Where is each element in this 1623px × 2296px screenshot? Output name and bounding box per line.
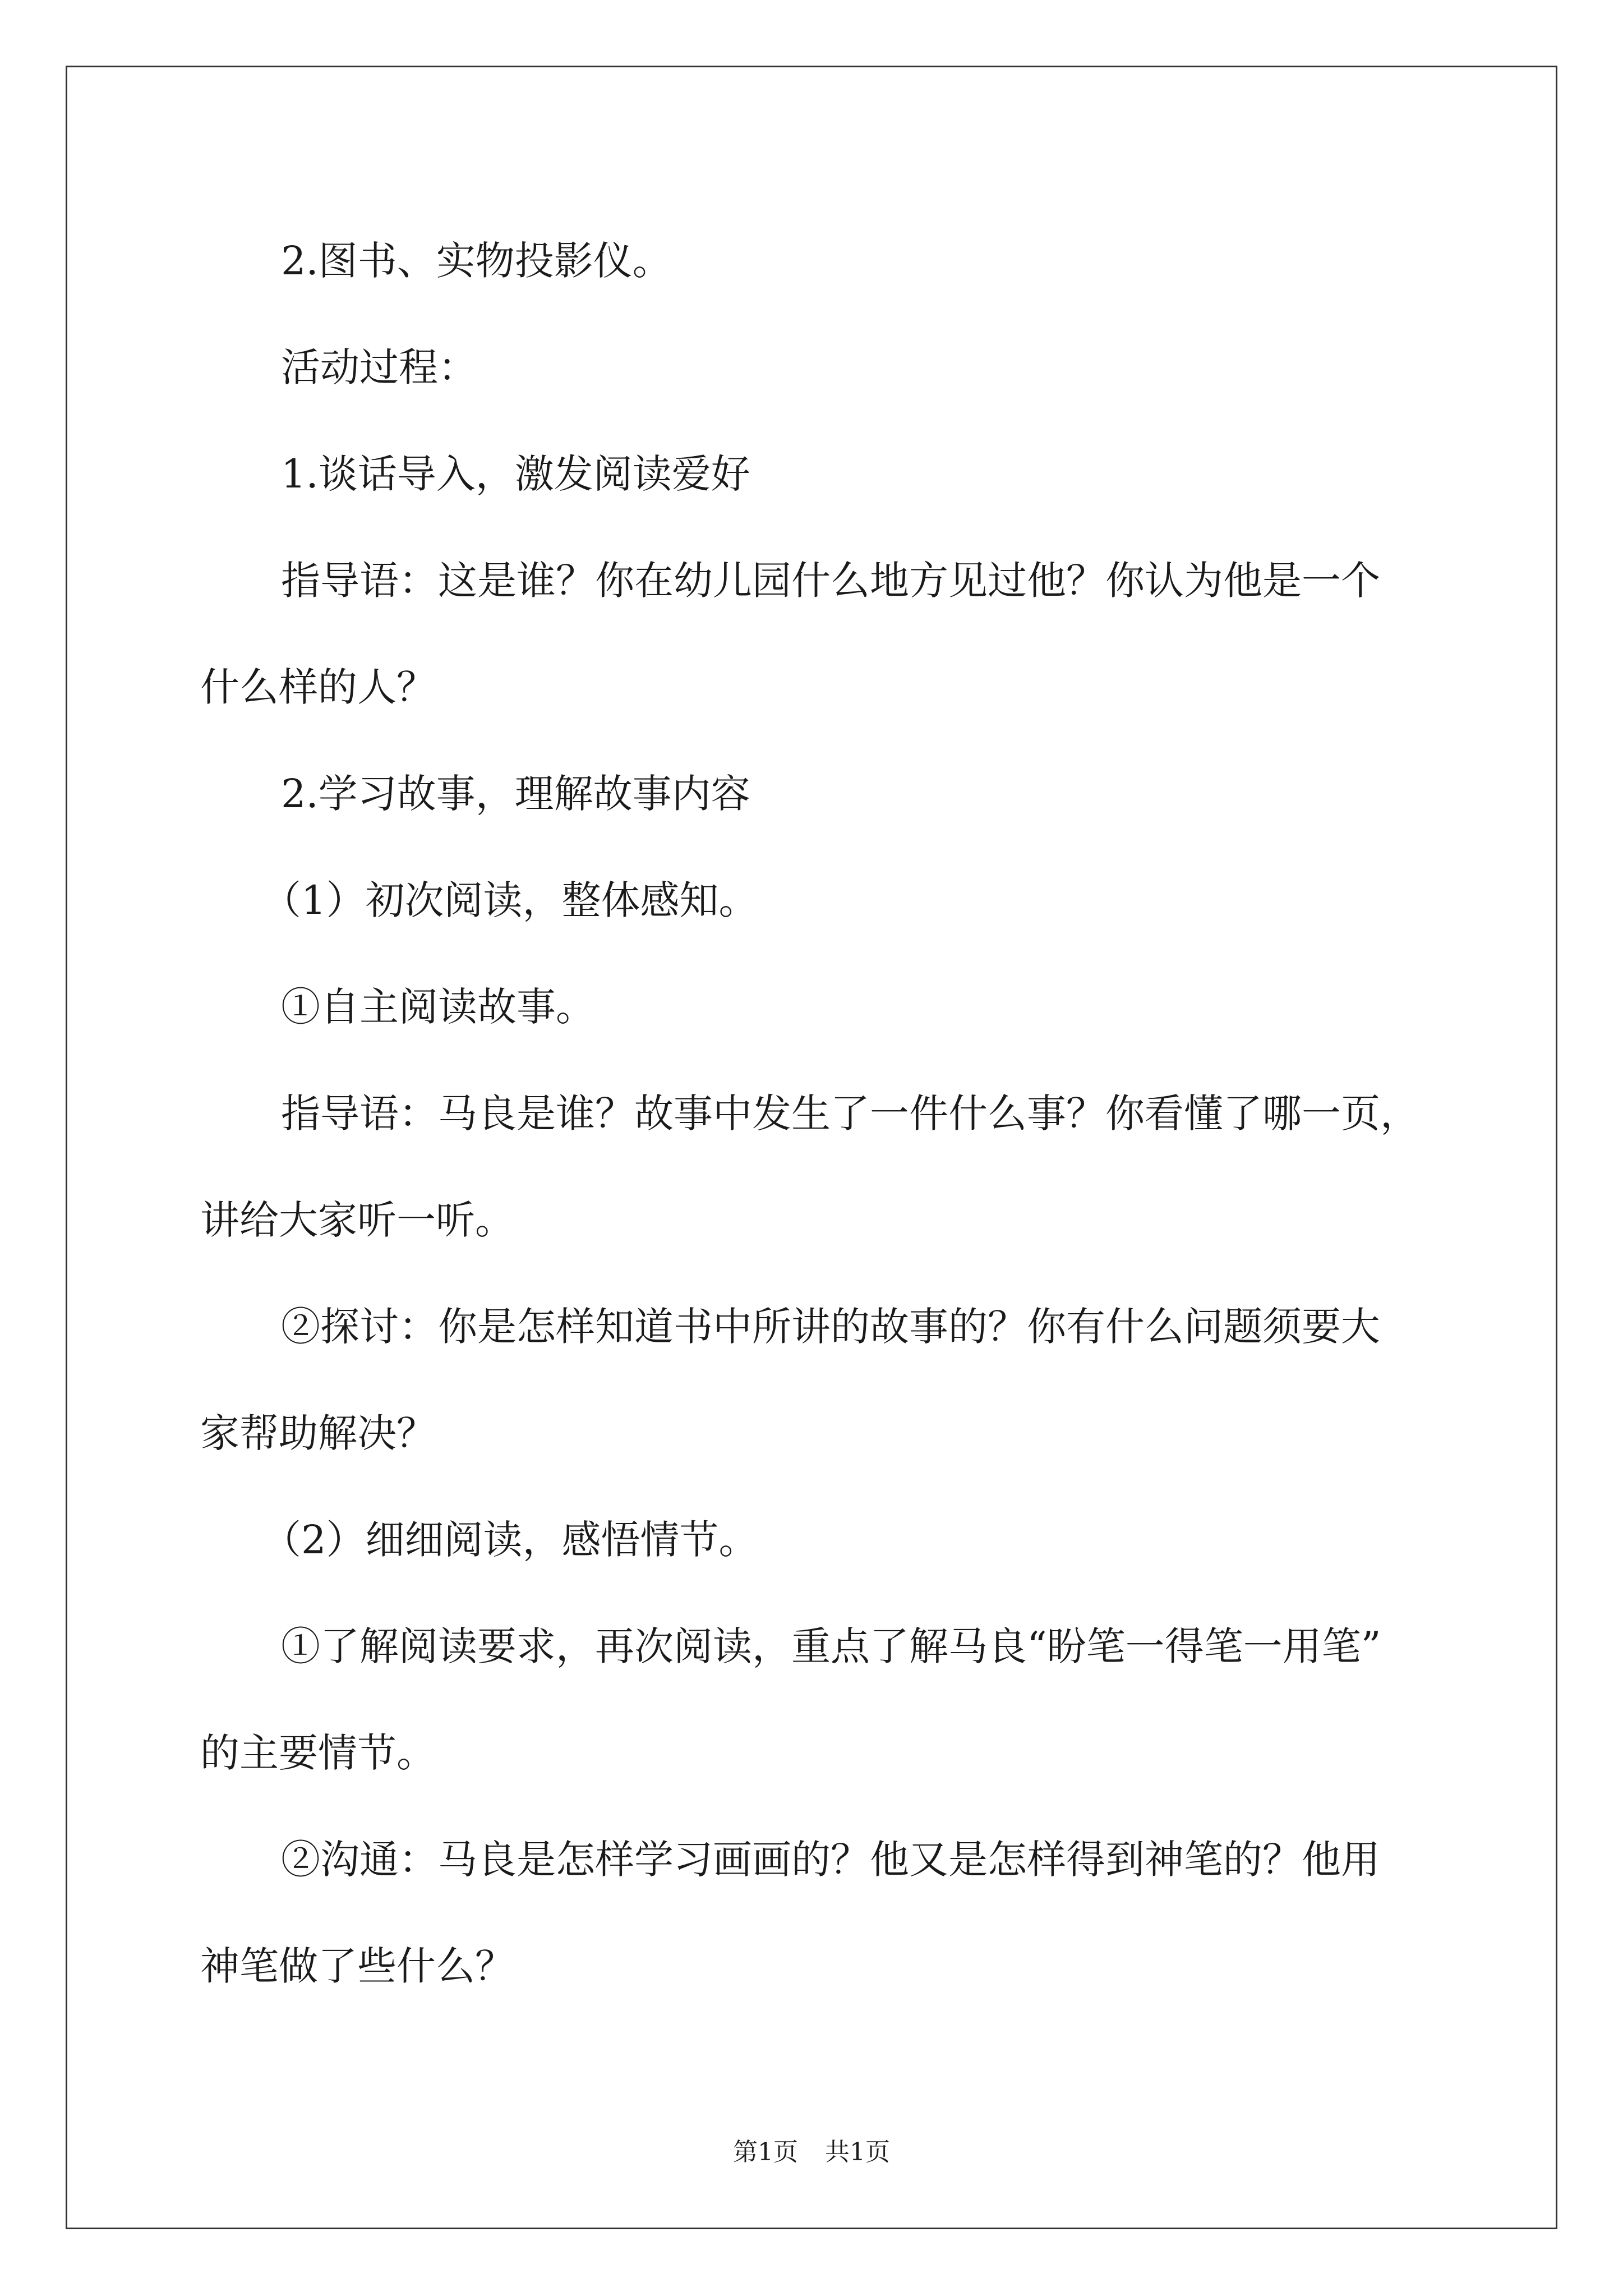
paragraph-step-2-heading: 2.学习故事，理解故事内容 [281, 771, 750, 817]
paragraph-process-heading: 活动过程： [281, 344, 477, 390]
document-body [200, 208, 1440, 2019]
paragraph-step-1-heading: 1.谈话导入，激发阅读爱好 [281, 451, 750, 497]
paragraph-reread-line-2: 的主要情节。 [200, 1730, 436, 1776]
paragraph-guide-2-line-2: 讲给大家听一听。 [200, 1197, 514, 1243]
paragraph-substep-1: （1）初次阅读，整体感知。 [262, 877, 758, 923]
page-number-total: 共1页 [825, 2138, 890, 2166]
paragraph-communicate-line-1: ②沟通：马良是怎样学习画画的？他又是怎样得到神笔的？他用 [281, 1837, 1380, 1883]
paragraph-substep-2: （2）细细阅读，感悟情节。 [262, 1517, 758, 1563]
page-footer [0, 2132, 1623, 2168]
paragraph-item-read: ①自主阅读故事。 [281, 984, 595, 1030]
paragraph-guide-2-line-1: 指导语：马良是谁？故事中发生了一件什么事？你看懂了哪一页， [281, 1091, 1419, 1137]
paragraph-communicate-line-2: 神笔做了些什么？ [200, 1943, 514, 1989]
paragraph-guide-1-line-1: 指导语：这是谁？你在幼儿园什么地方见过他？你认为他是一个 [281, 558, 1380, 604]
paragraph-materials: 2.图书、实物投影仪。 [281, 238, 672, 284]
paragraph-discuss-line-1: ②探讨：你是怎样知道书中所讲的故事的？你有什么问题须要大 [281, 1304, 1380, 1350]
paragraph-guide-1-line-2: 什么样的人？ [200, 664, 436, 710]
page-number-current: 第1页 [733, 2138, 798, 2166]
paragraph-reread-line-1: ①了解阅读要求，再次阅读，重点了解马良“盼笔一得笔一用笔” [281, 1623, 1381, 1669]
paragraph-discuss-line-2: 家帮助解决？ [200, 1410, 436, 1456]
